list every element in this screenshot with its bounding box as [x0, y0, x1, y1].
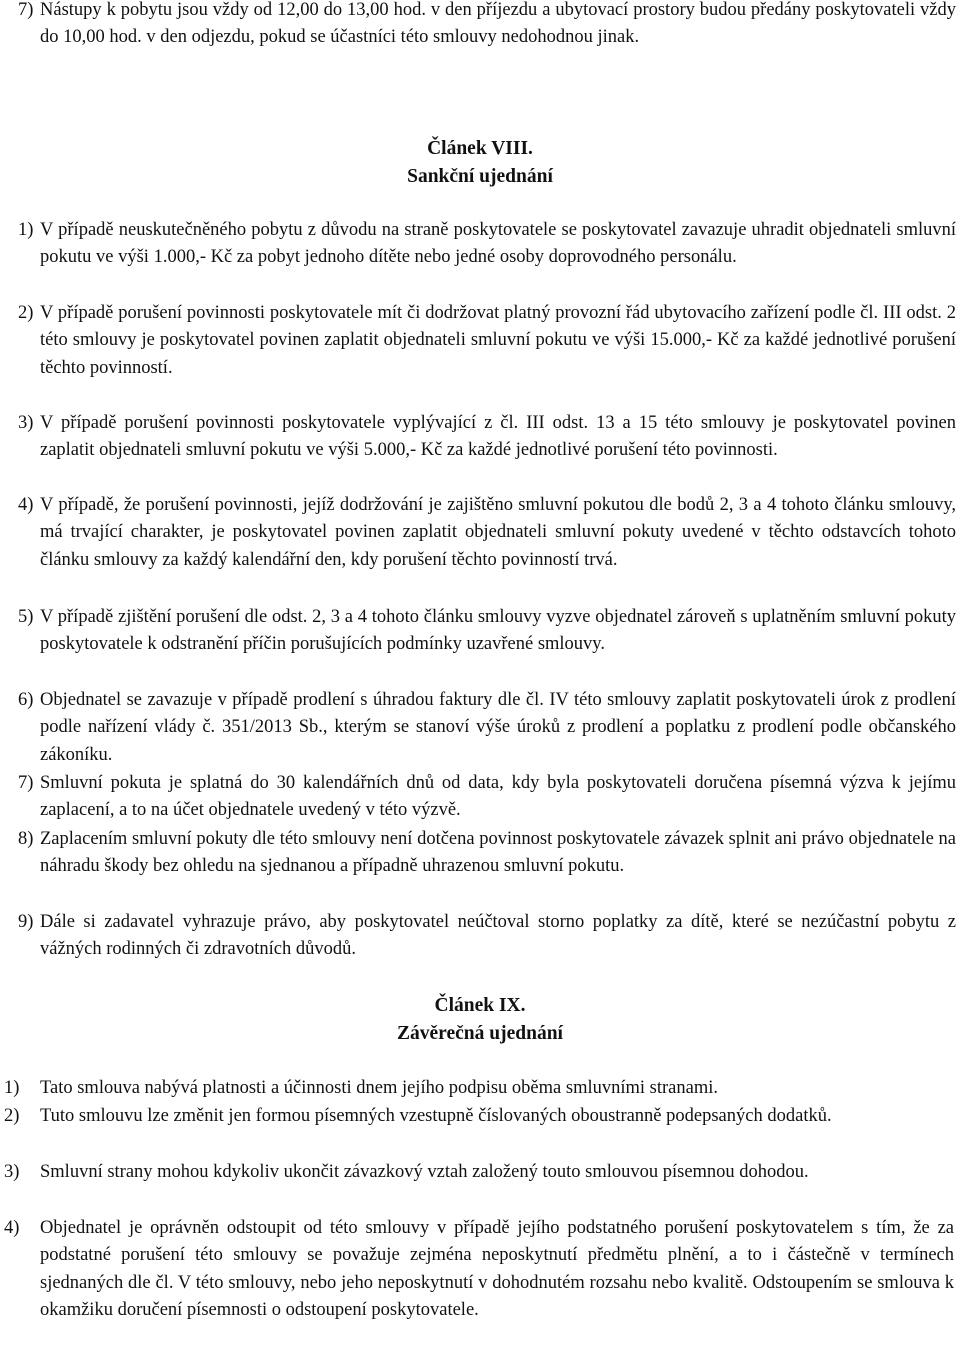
article-9-item-3 [4, 1159, 954, 1186]
article-8-item-7 [18, 770, 956, 825]
item-number: 9) [18, 912, 34, 932]
article-8-item-6 [18, 687, 956, 769]
item-text: Smluvní pokuta je splatná do 30 kalendářních dnů od data, kdy byla poskytovateli doručena písemná výzva k jejímu zaplacení, a to na účet objednatele uvedený v této výzvě. [40, 773, 956, 821]
article-8-item-9 [18, 909, 956, 964]
article-9-subtitle: Závěrečná ujednání [397, 1023, 563, 1044]
article-8-subtitle: Sankční ujednání [407, 166, 553, 187]
article-8-item-4 [18, 492, 956, 574]
item-text: Smluvní strany mohou kdykoliv ukončit závazkový vztah založený touto smlouvou písemnou dohodou. [40, 1162, 809, 1182]
item-text: V případě zjištění porušení dle odst. 2, 3 a 4 tohoto článku smlouvy vyzve objednatel zároveň s uplatněním smluvní pokuty poskytovatele k odstranění příčin porušujících podmínky uzavřené smlouvy. [40, 607, 956, 655]
item-number: 7) [18, 0, 34, 20]
item-number: 1) [4, 1078, 20, 1098]
item-text: V případě porušení povinnosti poskytovatele mít či dodržovat platný provozní řád ubytovacího zařízení podle čl. III odst. 2 této smlouvy je poskytovatel povinen zaplatit objednateli smluvní pokutu ve výši 15.000,- Kč za každé jednotlivé porušení těchto povinností. [40, 303, 956, 378]
item-text: Tato smlouva nabývá platnosti a účinnosti dnem jejího podpisu oběma smluvními stranami. [40, 1078, 718, 1098]
item-text: Zaplacením smluvní pokuty dle této smlouvy není dotčena povinnost poskytovatele závazek splnit ani právo objednatele na náhradu škody bez ohledu na sjednanou a případně uhrazenou smluvní pokutu. [40, 829, 956, 877]
item-text: V případě porušení povinnosti poskytovatele vyplývající z čl. III odst. 13 a 15 této smlouvy je poskytovatel povinen zaplatit objednateli smluvní pokutu ve výši 5.000,- Kč za každé jednotlivé porušení této povinnosti. [40, 413, 956, 461]
article-8-title: Článek VIII. [427, 138, 533, 159]
item-number: 7) [18, 773, 34, 793]
item-number: 2) [4, 1106, 20, 1126]
article-9-item-2 [4, 1103, 954, 1130]
item-number: 6) [18, 690, 34, 710]
article-9-item-1 [4, 1075, 954, 1102]
item-text: V případě neuskutečněného pobytu z důvodu na straně poskytovatele se poskytovatel zavazuje uhradit objednateli smluvní pokutu ve výši 1.000,- Kč za pobyt jednoho dítěte nebo jedné osoby doprovodného personálu. [40, 220, 956, 268]
article-8-item-8 [18, 826, 956, 881]
article-8-item-1 [18, 217, 956, 272]
item-text: Nástupy k pobytu jsou vždy od 12,00 do 13,00 hod. v den příjezdu a ubytovací prostory budou předány poskytovateli vždy do 10,00 hod. v den odjezdu, pokud se účastníci této smlouvy nedohodnou jinak. [40, 0, 956, 48]
article-8-item-5 [18, 604, 956, 659]
item-number: 5) [18, 607, 34, 627]
item-number: 3) [4, 1162, 20, 1182]
article-9-title: Článek IX. [434, 995, 526, 1016]
item-number: 4) [4, 1218, 20, 1238]
item-text: Objednatel je oprávněn odstoupit od této smlouvy v případě jejího podstatného porušení poskytovatelem s tím, že za podstatné porušení této smlouvy se považuje zejména neposkytnutí předmětu plnění, a to i částečně v termínech sjednaných dle čl. V této smlouvy, nebo jeho neposkytnutí v dohodnutém rozsahu nebo kvalitě. Odstoupením se smlouva k okamžiku doručení písemnosti o odstoupení poskytovatele. [40, 1218, 954, 1321]
item-number: 4) [18, 495, 34, 515]
item-number: 2) [18, 303, 34, 323]
item-number: 1) [18, 220, 34, 240]
item-number: 3) [18, 413, 34, 433]
item-text: Objednatel se zavazuje v případě prodlení s úhradou faktury dle čl. IV této smlouvy zaplatit poskytovateli úrok z prodlení podle nařízení vlády č. 351/2013 Sb., kterým se stanoví výše úroků z prodlení a poplatku z prodlení podle občanského zákoníku. [40, 690, 956, 765]
item-text: Dále si zadavatel vyhrazuje právo, aby poskytovatel neúčtoval storno poplatky za dítě, které se nezúčastní pobytu z vážných rodinných či zdravotních důvodů. [40, 912, 956, 960]
item-text: V případě, že porušení povinnosti, jejíž dodržování je zajištěno smluvní pokutou dle bodů 2, 3 a 4 tohoto článku smlouvy, má trvající charakter, je poskytovatel povinen zaplatit objednateli smluvní pokuty uvedené v těchto odstavcích tohoto článku smlouvy za každý kalendářní den, kdy porušení těchto povinností trvá. [40, 495, 956, 570]
item-text: Tuto smlouvu lze změnit jen formou písemných vzestupně číslovaných oboustranně podepsaných dodatků. [40, 1106, 832, 1126]
article-8-item-3 [18, 410, 956, 465]
article-9-item-4 [4, 1215, 954, 1325]
article-7-item-7 [18, 0, 956, 52]
item-number: 8) [18, 829, 34, 849]
article-8-item-2 [18, 300, 956, 382]
